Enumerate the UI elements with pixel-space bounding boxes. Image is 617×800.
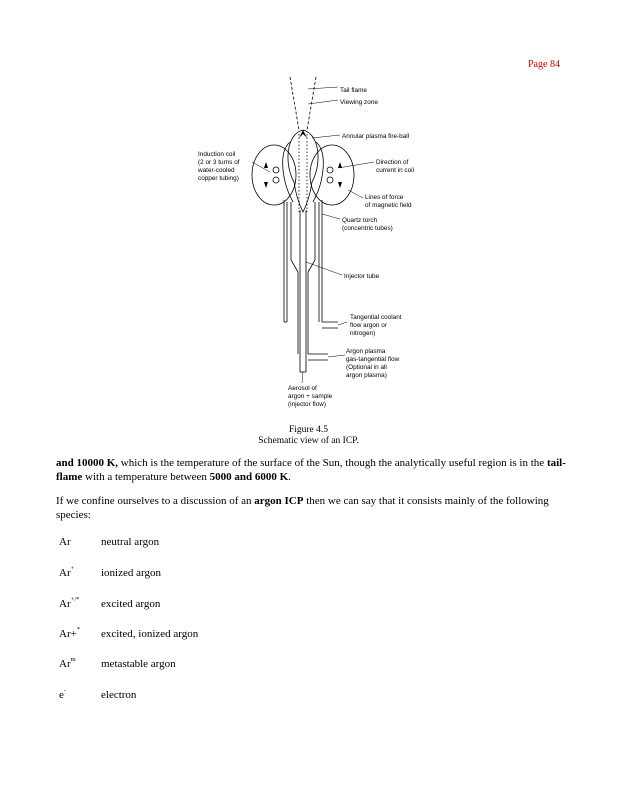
label-aerosol-1: Aerosol of — [288, 385, 317, 392]
tail-flame-line-left — [290, 77, 299, 130]
label-argon-4: argon plasma) — [346, 372, 387, 379]
icp-torch-diagram — [190, 72, 430, 444]
label-coolant-1: Tangential coolant — [350, 314, 402, 321]
label-lines-2: of magnetic field — [365, 202, 412, 209]
coil-turn-left-1 — [273, 167, 279, 173]
label-fire-ball: Annular plasma fire-ball — [342, 133, 410, 140]
coil-turn-right-2 — [327, 177, 333, 183]
leader-injector — [306, 262, 342, 275]
label-coil-2: (2 or 3 turns of — [198, 159, 240, 166]
label-quartz-2: (concentric tubes) — [342, 225, 393, 232]
bold-argon-icp: argon ICP — [254, 495, 304, 507]
bold-tail-flame: tail-flame — [56, 457, 566, 483]
page-number: Page 84 — [528, 59, 560, 70]
label-coolant-3: nitrogen) — [350, 330, 376, 337]
label-coil-3: water-cooled — [198, 167, 235, 174]
current-arrow-right-down — [338, 182, 342, 188]
species-description: excited argon — [101, 598, 161, 610]
paragraph-text: which is the temperature of the surface of the Sun, though the analytically useful region is in the — [118, 457, 547, 469]
label-lines-1: Lines of force — [365, 194, 404, 201]
species-description: electron — [101, 689, 137, 701]
current-arrow-left-down — [264, 182, 268, 188]
label-aerosol-3: (injector flow) — [288, 401, 326, 408]
label-coolant-2: flow argon or — [350, 322, 387, 329]
paragraph-argon-icp — [56, 495, 566, 522]
species-description: metastable argon — [101, 658, 176, 670]
argon-plasma-inlet — [308, 354, 328, 360]
label-injector: Injector tube — [344, 273, 380, 280]
coil-turn-right-1 — [327, 167, 333, 173]
coolant-inlet — [322, 322, 338, 328]
leader-aerosol — [302, 372, 303, 383]
label-tail-flame: Tail flame — [340, 87, 367, 94]
middle-tube-left — [291, 202, 298, 354]
figure-caption: Schematic view of an ICP. — [258, 436, 359, 446]
coil-turn-left-2 — [273, 177, 279, 183]
paragraph-text: with a temperature between — [82, 470, 210, 483]
plasma-fireball-outline — [288, 130, 318, 212]
label-coil-4: copper tubing) — [198, 175, 239, 182]
label-argon-3: (Optional in all — [346, 364, 387, 371]
label-argon-1: Argon plasma — [346, 348, 386, 355]
label-direction-1: Direction of — [376, 159, 409, 166]
leader-quartz-torch — [322, 214, 340, 219]
figure-number: Figure 4.5 — [288, 425, 329, 435]
magnetic-field-loop-left — [252, 145, 296, 205]
paragraph-text: then we can say that it consists mainly of the following species: — [56, 495, 549, 521]
icp-schematic-figure — [190, 72, 430, 444]
species-description: ionized argon — [101, 567, 161, 579]
label-coil-1: Induction coil — [198, 151, 236, 158]
current-arrow-right-up — [338, 162, 342, 168]
magnetic-field-loop-right — [310, 145, 354, 205]
leader-direction — [338, 162, 374, 168]
species-symbol: Ar — [59, 536, 71, 548]
leader-tail-flame — [308, 87, 338, 89]
species-description: excited, ionized argon — [101, 628, 199, 640]
paragraph-text: If we confine ourselves to a discussion of an — [56, 495, 255, 507]
current-arrow-left-up — [264, 162, 268, 168]
species-symbol: Ar$^m$ — [59, 656, 76, 670]
middle-tube-right — [308, 202, 315, 354]
species-symbol: e- — [59, 687, 67, 701]
species-symbol: Ar+* — [59, 626, 81, 640]
leader-lines-of-force — [348, 190, 363, 198]
species-symbol: Ar+/* — [59, 596, 80, 610]
leader-coolant — [338, 322, 347, 325]
paragraph-text: . — [288, 470, 291, 483]
label-quartz-1: Quartz torch — [342, 217, 378, 224]
leader-viewing-zone — [308, 100, 338, 104]
paragraph-temperature — [56, 457, 566, 484]
species-description: neutral argon — [101, 536, 160, 548]
leader-argon — [328, 355, 345, 357]
label-viewing-zone: Viewing zone — [340, 99, 378, 106]
species-symbol: Ar+ — [59, 565, 75, 579]
leader-fire-ball — [312, 135, 340, 138]
label-aerosol-2: argon + sample — [288, 393, 333, 400]
bold-temperature-range: 5000 and 6000 K — [209, 470, 289, 483]
label-direction-2: current in coil — [376, 167, 415, 174]
label-argon-2: gas-tangential flow — [346, 356, 400, 363]
bold-temperature-start: and 10000 K, — [56, 457, 119, 469]
